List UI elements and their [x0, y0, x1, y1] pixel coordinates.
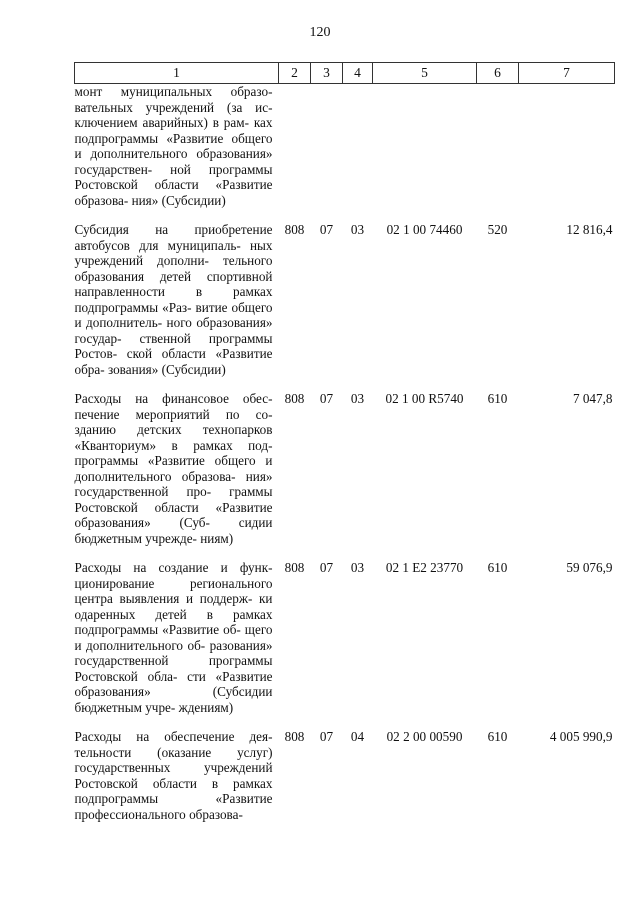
table-header [75, 63, 615, 84]
header-col-2: 2 [279, 63, 311, 84]
row-ministry-code: 808 [284, 729, 305, 744]
row-ministry-code: 808 [284, 560, 305, 575]
header-col-3: 3 [311, 63, 343, 84]
table-row [75, 391, 615, 560]
row-target-article: 02 2 00 00590 [386, 729, 463, 744]
row-amount: 12 816,4 [566, 222, 613, 237]
row-section-code: 07 [319, 560, 334, 575]
row-section-code: 07 [319, 391, 334, 406]
row-subsection-code: 03 [350, 391, 365, 406]
header-col-5: 5 [373, 63, 477, 84]
table-row [75, 222, 615, 391]
row-subsection-code: 04 [350, 729, 365, 744]
row-description: Субсидия на приобретение автобусов для муниципаль- ных учреждений дополни- тельного образования детей спортивной направленности в рамках подпрограммы «Раз- витие общего и дополнитель- ного образования» государ- ственной программы Ростов- ской области «Развитие обра- зования» (Субсидии) [74, 222, 273, 377]
row-description: Расходы на обеспечение дея- тельности (оказание услуг) государственных учреждений Ростовской области в рамках подпрограммы «Развитие профессионального образова- [74, 729, 273, 822]
row-amount [519, 84, 615, 223]
row-section-code: 07 [319, 729, 334, 744]
header-row [75, 63, 615, 84]
row-section-code [311, 84, 343, 223]
row-target-article: 02 1 00 R5740 [385, 391, 464, 406]
row-amount: 59 076,9 [566, 560, 613, 575]
row-expense-type: 610 [487, 560, 508, 575]
row-description: монт муниципальных образо- вательных учреждений (за ис- ключением аварийных) в рам- ках подпрограммы «Развитие общего и дополнительного образования» государствен- ной программы Ростовской области «Развитие образова- ния» (Субсидии) [74, 84, 273, 208]
page-number: 120 [309, 25, 331, 40]
budget-table [74, 62, 615, 822]
row-amount: 4 005 990,9 [549, 729, 613, 744]
row-ministry-code: 808 [284, 222, 305, 237]
row-section-code: 07 [319, 222, 334, 237]
row-target-article: 02 1 00 74460 [386, 222, 463, 237]
row-ministry-code [279, 84, 311, 223]
header-col-6: 6 [477, 63, 519, 84]
header-col-4: 4 [343, 63, 373, 84]
table-row [75, 729, 615, 822]
row-target-article [373, 84, 477, 223]
row-ministry-code: 808 [284, 391, 305, 406]
row-expense-type: 520 [487, 222, 508, 237]
table-row [75, 84, 615, 223]
table-row [75, 560, 615, 729]
row-description: Расходы на финансовое обес- печение мероприятий по со- зданию детских технопарков «Кванториум» в рамках под- программы «Развитие общего и дополнительного образова- ния» государственной про- граммы Ростовской области «Развитие образования» (Суб- сидии бюджетным учрежде- ниям) [74, 391, 273, 546]
row-expense-type: 610 [487, 391, 508, 406]
header-col-7: 7 [519, 63, 615, 84]
row-subsection-code: 03 [350, 560, 365, 575]
row-target-article: 02 1 E2 23770 [385, 560, 464, 575]
table-body [75, 84, 615, 823]
row-expense-type [477, 84, 519, 223]
row-subsection-code [343, 84, 373, 223]
row-expense-type: 610 [487, 729, 508, 744]
header-col-1: 1 [75, 63, 279, 84]
row-description: Расходы на создание и функ- ционирование регионального центра выявления и поддерж- ки одаренных детей в рамках подпрограммы «Развитие об- щего и дополнительного об- разования» государственной программы Ростовской обла- сти «Развитие образования» (Субсидии бюджетным учре- ждениям) [74, 560, 273, 715]
row-amount: 7 047,8 [572, 391, 613, 406]
row-subsection-code: 03 [350, 222, 365, 237]
